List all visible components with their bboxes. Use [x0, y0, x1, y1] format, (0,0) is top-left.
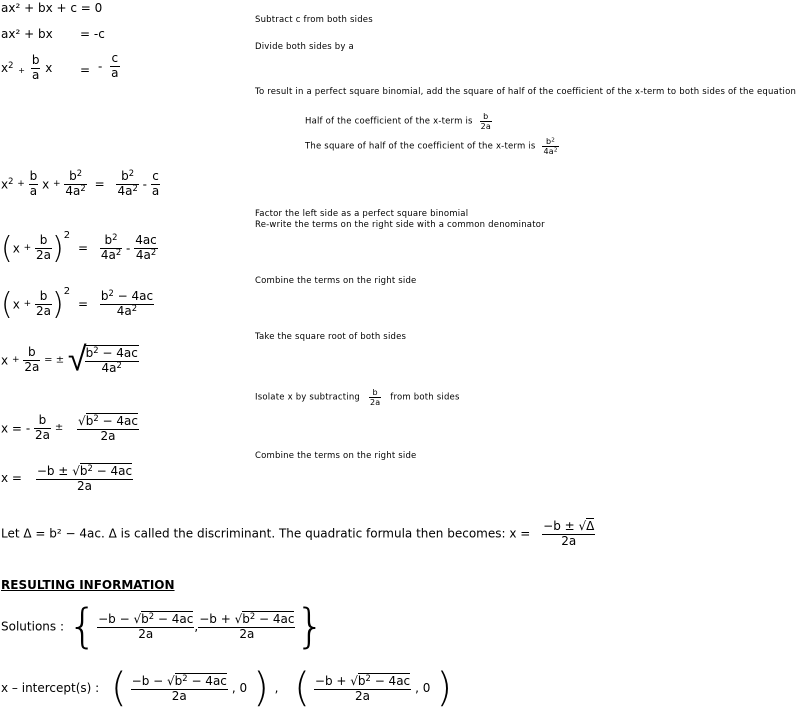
note-perfect-square: To result in a perfect square binomial, add the square of half of the coefficient of the x-term to both sides of the equation — [255, 87, 797, 97]
equation-step-4: $x^2$ + $\frac{b}{a}$ x + $\frac{b^2}{4a^2}$ = $\frac{b^2}{4a^2}$ - $\frac{c}{a}$ — [1, 168, 160, 198]
note-half-coefficient: Half of the coefficient of the x-term is $\frac{b}{2a}$ — [305, 112, 491, 132]
equation-step-7: x + $\frac{b}{2a}$ = ± √ $\frac{b^2 - 4ac}{4a^2}$ — [1, 339, 138, 380]
equation-step-2-rhs: = -c — [80, 27, 105, 41]
equation-step-3-eq: = — [80, 63, 91, 77]
note-isolate-x: Isolate x by subtracting $\frac{b}{2a}$ from both sides — [255, 388, 460, 408]
note-subtract-c: Subtract c from both sides — [255, 15, 373, 25]
equation-step-3: $x^2$ + $\frac{b}{a}$ x — [1, 53, 53, 82]
note-combine-right-1: Combine the terms on the right side — [255, 276, 417, 286]
equation-step-1: ax² + bx + c = 0 — [1, 1, 103, 15]
equation-step-3-rhs: - $\frac{c}{a}$ — [98, 51, 119, 80]
right-brace: } — [295, 599, 325, 653]
left-brace: { — [67, 599, 98, 653]
equation-step-9: x = $\frac{-b \pm √b^2 - 4ac}{2a}$ — [1, 463, 133, 493]
note-factor-left: Factor the left side as a perfect square binomial — [255, 209, 469, 219]
equation-step-5: (x + $\frac{b}{2a}$ )$^2$ = $\frac{b^2}{4a^2}$ - $\frac{4ac}{4a^2}$ — [1, 229, 157, 266]
discriminant-statement: Let Δ = b² − 4ac. Δ is called the discriminant. The quadratic formula then becomes: x = $\frac{-b \pm √\Delta}{2a}$ — [1, 519, 595, 548]
note-square-root: Take the square root of both sides — [255, 332, 407, 342]
solutions-row: Solutions : { $\frac{-b - √b^2 - 4ac}{2a}$ , $\frac{-b + √b^2 - 4ac}{2a}$ } — [1, 599, 325, 653]
note-common-denominator: Re-write the terms on the right side with a common denominator — [255, 220, 545, 230]
resulting-information-header: RESULTING INFORMATION — [1, 578, 175, 592]
note-divide-a: Divide both sides by a — [255, 42, 354, 52]
equation-step-2-lhs: ax² + bx — [1, 27, 53, 41]
radical-sign: √ — [67, 339, 87, 380]
x-intercepts-row: x – intercept(s) : ( $\frac{-b - √b^2 - 4ac}{2a}$ , 0 ) , ( $\frac{-b + √b^2 - 4ac}{2a}$ , 0 ) — [1, 665, 453, 711]
note-square-half: The square of half of the coefficient of the x-term is $\frac{b^2}{4a^2}$ — [305, 137, 558, 157]
equation-step-6: (x + $\frac{b}{2a}$ )$^2$ = $\frac{b^2 - 4ac}{4a^2}$ — [1, 285, 154, 322]
equation-step-8: x = - $\frac{b}{2a}$ ± $\frac{√b^2 - 4ac}{2a}$ — [1, 413, 138, 443]
note-combine-right-2: Combine the terms on the right side — [255, 451, 417, 461]
